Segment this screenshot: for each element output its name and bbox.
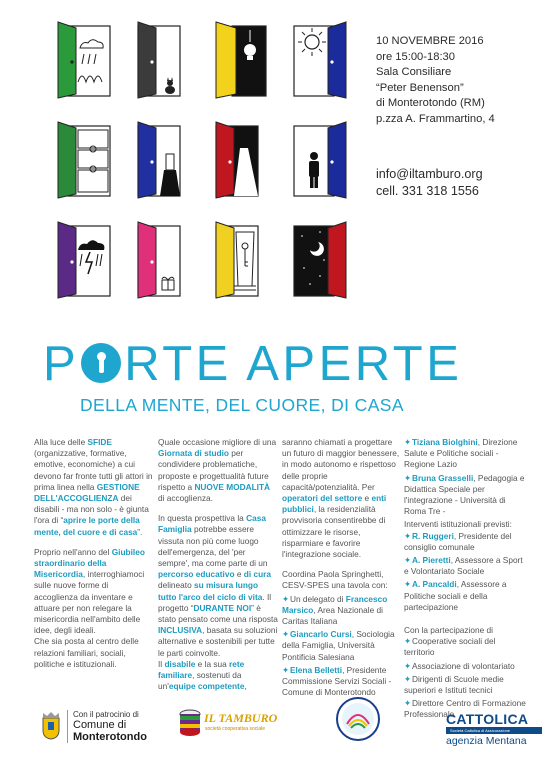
patrocinio-label: Con il patrocinio di	[73, 710, 139, 719]
coat-of-arms-icon	[40, 710, 62, 740]
coordinator-paragraph: Coordina Paola Springhetti, CESV-SPES una tavola con:	[282, 569, 388, 591]
officials-list	[404, 531, 528, 613]
title-part-2: RTE APERTE	[124, 337, 463, 391]
text-column-2	[158, 437, 278, 701]
study-day-paragraph: Quale occasione migliore di una Giornata di studio per condividere problematiche, proposte e progettualità future rispetto a NUOVE MODALITÀ di accoglienza.	[158, 437, 277, 504]
speakers-list-2	[404, 437, 528, 517]
title-part-1: P	[43, 337, 80, 391]
door-lightbulb	[212, 20, 270, 100]
door-person	[290, 120, 348, 200]
list-item: ✦ Associazione di volontariato	[404, 661, 528, 672]
drum-icon	[178, 706, 202, 740]
tamburo-logo	[178, 706, 278, 745]
tamburo-subtitle: società cooperativa sociale	[205, 726, 266, 732]
event-venue-name: “Peter Benenson”	[376, 81, 464, 94]
cattolica-logo	[446, 711, 542, 747]
door-corridor	[212, 120, 270, 200]
footer-logos	[0, 690, 550, 778]
interventi-label: Interventi istituzionali previsti:	[404, 519, 512, 530]
cattolica-bar: Società Cattolica di Assicurazione	[446, 727, 542, 734]
text-column-3	[282, 437, 402, 700]
door-puzzle	[56, 120, 114, 200]
list-item: ✦ Un delegato di Francesco Marsico, Area Nazionale di Caritas Italiana	[282, 594, 402, 628]
tamburo-name: IL TAMBURO	[204, 711, 278, 725]
keyhole-icon	[81, 343, 121, 383]
list-item: ✦ Cooperative sociali del territorio	[404, 636, 528, 658]
comune-city: Monterotondo	[73, 731, 147, 743]
door-doorway	[134, 120, 192, 200]
text-column-4	[404, 437, 528, 723]
list-item: ✦ Bruna Grasselli, Pedagogia e Didattica Speciale per l'integrazione - Università di Roma Tre -	[404, 473, 528, 518]
benefits-paragraph: saranno chiamati a progettare un futuro di maggior benessere, in modo autonomo e rispettoso delle proprie capacità/potenzialità. Per operatori del settore e enti pubblici, la residenzialità provvisoria consentirebbe di ottimizzare le risorse, risparmiare e favorire l'integrazione sociale.	[282, 437, 400, 560]
page-subtitle: DELLA MENTE, DEL CUORE, DI CASA	[80, 395, 404, 415]
event-city: di Monterotondo (RM)	[376, 97, 485, 110]
jubilee-paragraph: Proprio nell'anno del Giubileo straordinario della Misericordia, interroghiamoci sulle nuove forme di accoglienza da inventare e attuare per non relegare la misericordia nell'ambito delle idee, degli ideali. Che sia posta al centro delle relazioni familiari, sociali, politiche e istituzionali.	[34, 546, 145, 669]
door-gift	[134, 220, 192, 300]
round-emblem-icon	[335, 696, 381, 742]
casa-famiglia-paragraph: In questa prospettiva la Casa Famiglia potrebbe essere vissuta non più come luogo dell'emergenza, del 'per sempre', ma come parte di un percorso educativo e di cura delineato su misura lungo tutto l'arco del ciclo di vita. Il progetto “DURANTE NOI” è stato pensato come una risposta INCLUSIVA, basata su soluzioni alternative e sostenibili per tutte le parti coinvolte. Il disabile e la sua rete familiare, sostenuti da un'equipe competente,	[158, 513, 278, 692]
list-item: ✦ Direttore Centro di Formazione Professionale	[404, 698, 528, 720]
list-item: ✦ R. Ruggeri, Presidente del consiglio comunale	[404, 531, 528, 553]
event-time: ore 15:00-18:30	[376, 50, 455, 63]
comune-label: Comune di	[73, 719, 127, 731]
door-sun	[290, 20, 348, 100]
partecipazione-label: Con la partecipazione di	[404, 625, 494, 636]
door-cat	[134, 20, 192, 100]
cattolica-name: CATTOLICA	[446, 711, 529, 727]
door-key	[212, 220, 270, 300]
contact-phone: cell. 331 318 1556	[376, 184, 479, 198]
event-venue: Sala Consiliare	[376, 66, 452, 79]
event-info	[376, 34, 495, 128]
text-column-1	[34, 437, 154, 679]
list-item: ✦ Tiziana Biolghini, Direzione Salute e Politiche sociali - Regione Lazio	[404, 437, 528, 471]
page-title	[43, 336, 513, 392]
door-moon	[290, 220, 348, 300]
contact-info	[376, 166, 483, 200]
list-item: ✦ Dirigenti di Scuole medie superiori e Istituti tecnici	[404, 674, 528, 696]
list-item: ✦ Giancarlo Cursi, Sociologia della Famiglia, Università Pontificia Salesiana	[282, 629, 402, 663]
circle-logo	[335, 696, 381, 747]
door-rain-cloud	[56, 20, 114, 100]
event-address: p.zza A. Frammartino, 4	[376, 112, 495, 125]
cattolica-agency: agenzia Mentana	[446, 735, 527, 747]
list-item: ✦ Elena Belletti, Presidente Commissione Servizi Sociali - Comune di Monterotondo	[282, 665, 402, 699]
door-storm	[56, 220, 114, 300]
list-item: ✦ A. Pieretti, Assessore a Sport e Volontariato Sociale	[404, 555, 528, 577]
list-item: ✦ A. Pancaldi, Assessore a Politiche sociali e della partecipazione	[404, 579, 528, 613]
event-date: 10 NOVEMBRE 2016	[376, 35, 484, 47]
speakers-list	[282, 594, 402, 699]
intro-paragraph: Alla luce delle SFIDE (organizzative, formative, emotive, economiche) a cui devono far fronte tutti gli attori in prima linea nella GESTIONE DELL'ACCOGLIENZA dei disabili - ma non solo - è giunta l'ora di “aprire le porte della mente, del cuore e di casa”.	[34, 437, 153, 537]
contact-email[interactable]: info@iltamburo.org	[376, 167, 483, 181]
